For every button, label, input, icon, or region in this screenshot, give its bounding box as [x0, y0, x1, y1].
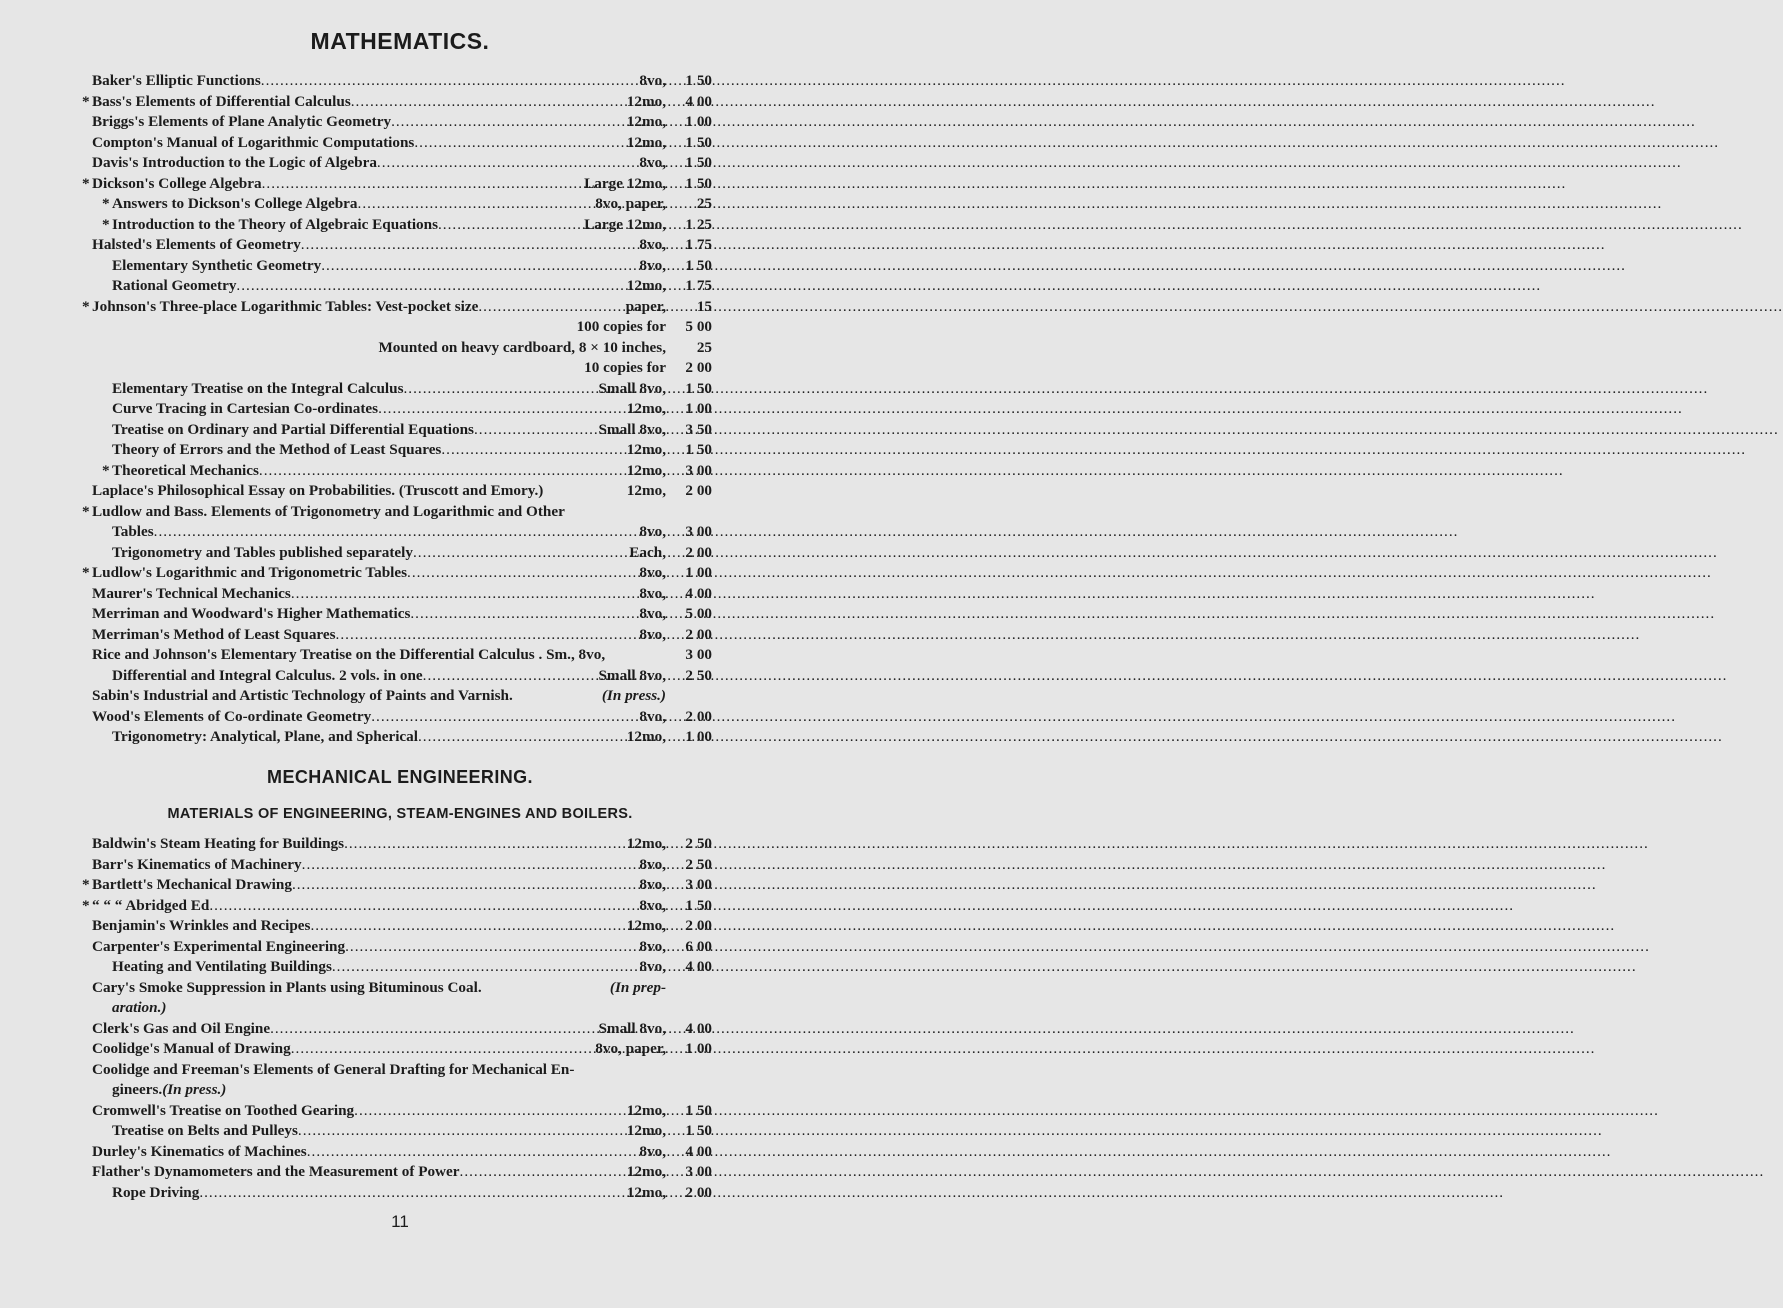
- leader-dots: [351, 93, 627, 111]
- entry-title-text: Coolidge's Manual of Drawing: [92, 1040, 291, 1057]
- entry-title-text: Coolidge and Freeman's Elements of General Drafting for Mechanical En-: [92, 1060, 575, 1078]
- asterisk-mark: *: [102, 195, 110, 212]
- entry-price: 1 00: [685, 1040, 712, 1057]
- entry-title: [112, 400, 378, 418]
- asterisk-mark: *: [82, 502, 90, 520]
- entry-title: [82, 92, 351, 111]
- entry-title-text: Treatise on Ordinary and Partial Differential Equations: [112, 420, 474, 438]
- entry-title: [92, 687, 513, 705]
- catalog-entry: [92, 195, 712, 216]
- entry-title-text: Trigonometry: Analytical, Plane, and Spherical: [112, 728, 418, 745]
- catalog-entry: [92, 1143, 712, 1164]
- entry-format: 12mo,: [626, 1101, 666, 1119]
- entry-title: [112, 544, 413, 562]
- entry-title-text: Clerk's Gas and Oil Engine: [92, 1019, 271, 1037]
- catalog-entry: [92, 626, 712, 647]
- entry-title-text: Elementary Synthetic Geometry: [112, 256, 322, 274]
- leader-dots: [371, 708, 639, 726]
- entry-title-text: Elementary Treatise on the Integral Calculus: [112, 379, 404, 397]
- entry-price: 2 50: [685, 855, 712, 873]
- entry-title-text: Theory of Errors and the Method of Least Squares: [112, 441, 442, 458]
- catalog-entry: [92, 544, 712, 565]
- entry-title: [82, 174, 262, 193]
- entry-format: 12mo,: [626, 400, 666, 417]
- entry-title: [112, 523, 154, 541]
- asterisk-mark: *: [82, 564, 90, 581]
- leader-dots: [438, 216, 584, 234]
- catalog-entry: [92, 667, 712, 688]
- entry-title-text: Rational Geometry: [112, 277, 237, 294]
- entry-title-text: Davis's Introduction to the Logic of Algebra: [92, 154, 377, 171]
- leader-dots: [441, 441, 626, 459]
- entry-price: 3 00: [685, 1163, 712, 1180]
- entry-title-text: Barr's Kinematics of Machinery: [92, 855, 302, 873]
- catalog-entry: [82, 876, 712, 897]
- page-number: 11: [391, 1212, 409, 1231]
- entry-title: [112, 728, 418, 746]
- entry-format: 8vo, paper,: [595, 195, 666, 212]
- leader-dots: [154, 523, 640, 541]
- entry-title: [92, 1061, 574, 1079]
- entry-title-text: Sabin's Industrial and Artistic Technology of Paints and Varnish.: [92, 687, 513, 704]
- leader-dots: [262, 175, 585, 193]
- entry-title-text: Cary's Smoke Suppression in Plants using Bituminous Coal.: [92, 978, 482, 996]
- entry-title: [92, 1040, 291, 1058]
- entry-price: 1 50: [685, 256, 712, 274]
- leader-dots: [336, 626, 640, 644]
- entry-format: 8vo,: [639, 584, 666, 602]
- entry-title-text: gineers.: [112, 1081, 163, 1098]
- catalog-entry: [92, 1061, 712, 1082]
- entry-format: Large 12mo,: [584, 215, 666, 233]
- leader-dots: [474, 421, 599, 439]
- leader-dots: [407, 564, 639, 582]
- leader-dots: [292, 876, 639, 894]
- entry-price: 1 00: [685, 113, 712, 130]
- entry-title: [112, 1081, 162, 1099]
- entry-title: [92, 1102, 354, 1120]
- catalog-entry: [92, 339, 712, 360]
- entry-title-text: Trigonometry and Tables published separately: [112, 543, 413, 561]
- entry-format: 12mo,: [626, 277, 666, 294]
- leader-dots: [460, 1163, 627, 1181]
- leader-dots: [298, 1122, 627, 1140]
- entry-format: 12mo,: [626, 1122, 666, 1139]
- entry-format: Large 12mo,: [584, 174, 666, 192]
- entry-title-text: Merriman's Method of Least Squares: [92, 625, 336, 643]
- entry-format: 12mo,: [626, 835, 666, 852]
- entry-title: [92, 72, 261, 90]
- entry-price: 1 50: [685, 133, 712, 151]
- entry-title: [92, 585, 291, 603]
- entry-format: 8vo,: [639, 937, 666, 955]
- entry-title: [112, 667, 423, 685]
- asterisk-mark: *: [82, 876, 90, 893]
- entry-title-text: Theoretical Mechanics: [112, 461, 259, 479]
- entry-title: [92, 856, 302, 874]
- entry-title-text: Heating and Ventilating Buildings: [112, 958, 332, 975]
- entry-title: [92, 605, 410, 623]
- catalog-entry: [92, 380, 712, 401]
- leader-dots: [344, 835, 627, 853]
- leader-dots: [270, 1020, 598, 1038]
- entry-price: 25: [696, 338, 712, 356]
- catalog-entry: [92, 958, 712, 979]
- entry-title: [92, 708, 371, 726]
- entry-title: [92, 938, 345, 956]
- entry-price: 3 00: [685, 461, 712, 479]
- entry-title: [102, 215, 438, 234]
- entry-format: 12mo,: [626, 482, 666, 499]
- catalog-entry: [92, 441, 712, 462]
- entry-title: [112, 277, 236, 295]
- entry-format: 12mo,: [626, 728, 666, 745]
- catalog-entry: [92, 359, 712, 380]
- catalog-entry: [92, 421, 712, 442]
- catalog-entry: [92, 646, 712, 667]
- mathematics-list: [82, 72, 712, 749]
- leader-dots: [199, 1184, 626, 1202]
- entry-format: 8vo,: [639, 523, 666, 540]
- entry-price: 4 00: [685, 1142, 712, 1160]
- catalog-entry: [82, 502, 712, 524]
- entry-title: [82, 297, 479, 316]
- entry-price: 2 00: [685, 1183, 712, 1201]
- entry-format: Small 8vo,: [598, 1019, 666, 1037]
- entry-price: 1 50: [685, 441, 712, 458]
- catalog-entry: [92, 134, 712, 155]
- entry-format: 8vo,: [639, 896, 666, 914]
- entry-price: 25: [696, 195, 712, 212]
- leader-dots: [307, 1143, 640, 1161]
- entry-format: Each,: [629, 543, 666, 561]
- catalog-entry: [92, 523, 712, 544]
- catalog-entry: [92, 1081, 712, 1102]
- catalog-entry: [82, 896, 712, 918]
- entry-title-text: Bartlett's Mechanical Drawing: [92, 876, 292, 893]
- entry-title: [92, 626, 336, 644]
- entry-format: 8vo,: [639, 625, 666, 643]
- entry-price: 1 00: [685, 400, 712, 417]
- leader-dots: [321, 257, 639, 275]
- catalog-entry: [92, 318, 712, 339]
- entry-price: 1 50: [685, 1122, 712, 1139]
- catalog-entry: [92, 1122, 712, 1143]
- asterisk-mark: *: [82, 174, 90, 192]
- catalog-entry: [92, 1163, 712, 1184]
- catalog-entry: [92, 1102, 712, 1123]
- catalog-entry: [92, 1184, 712, 1205]
- entry-price: 3 00: [685, 876, 712, 893]
- entry-title-text: Curve Tracing in Cartesian Co-ordinates: [112, 400, 379, 417]
- leader-dots: [423, 667, 599, 685]
- catalog-entry: [92, 154, 712, 175]
- entry-price: 4 00: [685, 1019, 712, 1037]
- entry-format: 12mo,: [626, 92, 666, 110]
- entry-format: 12mo,: [626, 1183, 666, 1201]
- entry-price: 3 00: [685, 523, 712, 540]
- catalog-entry: [92, 938, 712, 959]
- entry-title-text: Benjamin's Wrinkles and Recipes: [92, 917, 311, 934]
- entry-price: 15: [696, 297, 712, 315]
- entry-title: [92, 113, 391, 131]
- entry-price: 4 00: [685, 584, 712, 602]
- entry-title: [112, 257, 321, 275]
- catalog-entry: [92, 687, 712, 708]
- asterisk-mark: *: [82, 92, 90, 110]
- entry-title-text: Johnson's Three-place Logarithmic Tables: Vest-pocket size: [92, 297, 479, 315]
- entry-price: 1 75: [685, 236, 712, 253]
- entry-title-text: Differential and Integral Calculus. 2 vols. in one: [112, 666, 423, 684]
- entry-price: 2 00: [685, 359, 712, 376]
- entry-price: 2 00: [685, 482, 712, 499]
- entry-format: 8vo,: [639, 154, 666, 171]
- entry-title: [112, 1122, 298, 1140]
- leader-dots: [301, 236, 640, 254]
- entry-format: 8vo,: [639, 958, 666, 975]
- catalog-entry: [92, 585, 712, 606]
- catalog-entry: [92, 708, 712, 729]
- entry-title: [92, 1020, 270, 1038]
- entry-format: aration.): [112, 999, 167, 1016]
- entry-format: Small 8vo,: [598, 420, 666, 438]
- entry-title-text: Compton's Manual of Logarithmic Computations: [92, 133, 415, 151]
- section-title-mathematics: MATHEMATICS.: [310, 28, 490, 54]
- entry-title: [112, 380, 404, 398]
- entry-price: 5 00: [685, 318, 712, 335]
- leader-dots: [291, 585, 640, 603]
- entry-title-text: Treatise on Belts and Pulleys: [112, 1122, 298, 1139]
- entry-title: [112, 441, 441, 459]
- leader-dots: [478, 298, 625, 316]
- catalog-entry: [92, 835, 712, 856]
- entry-format: 12mo,: [626, 133, 666, 151]
- leader-dots: [414, 134, 626, 152]
- entry-format: 12mo,: [626, 1163, 666, 1180]
- entry-title-text: Ludlow's Logarithmic and Trigonometric Tables: [92, 564, 408, 581]
- entry-price: 2 50: [685, 835, 712, 852]
- entry-price: 1 00: [685, 564, 712, 581]
- entry-price: 3 50: [685, 420, 712, 438]
- leader-dots: [332, 958, 640, 976]
- entry-price: 4 00: [685, 958, 712, 975]
- entry-title-text: Ludlow and Bass. Elements of Trigonometry and Logarithmic and Other: [92, 502, 565, 520]
- entry-title-text: Carpenter's Experimental Engineering: [92, 937, 346, 955]
- catalog-entry: [92, 605, 712, 626]
- catalog-page: [0, 0, 800, 1308]
- catalog-entry: [92, 216, 712, 237]
- catalog-entry: [92, 1020, 712, 1041]
- entry-title: [112, 1184, 199, 1202]
- entry-price: 1 75: [685, 277, 712, 294]
- catalog-entry: [82, 297, 712, 319]
- entry-title: [102, 461, 259, 480]
- leader-dots: [358, 195, 596, 213]
- entry-title: [112, 958, 332, 976]
- leader-dots: [404, 380, 599, 398]
- entry-title: [102, 195, 358, 213]
- entry-title-text: Introduction to the Theory of Algebraic Equations: [112, 215, 438, 233]
- leader-dots: [378, 400, 627, 418]
- entry-price: 1 50: [685, 72, 712, 89]
- entry-title-text: Durley's Kinematics of Machines: [92, 1142, 307, 1160]
- entry-format: 8vo,: [639, 876, 666, 893]
- catalog-entry: [82, 92, 712, 114]
- leader-dots: [209, 897, 639, 915]
- entry-price: 2 00: [685, 543, 712, 561]
- catalog-entry: [92, 999, 712, 1020]
- entry-title: [82, 876, 292, 894]
- asterisk-mark: *: [82, 297, 90, 315]
- entry-price: 1 50: [685, 896, 712, 914]
- leader-dots: [345, 938, 639, 956]
- entry-price: 2 00: [685, 625, 712, 643]
- asterisk-mark: *: [82, 896, 90, 914]
- entry-title: [92, 154, 377, 172]
- entry-title-text: Baker's Elliptic Functions: [92, 72, 261, 89]
- entry-title: [92, 979, 482, 997]
- leader-dots: [377, 154, 640, 172]
- entry-title: [92, 1143, 307, 1161]
- leader-dots: [259, 462, 627, 480]
- entry-price: 6 00: [685, 937, 712, 955]
- entry-title: [92, 917, 310, 935]
- entry-format: 12mo,: [626, 113, 666, 130]
- entry-price: 2 00: [685, 917, 712, 934]
- entry-title-text: Dickson's College Algebra: [92, 174, 262, 192]
- leader-dots: [413, 544, 629, 562]
- entry-format: Small 8vo,: [598, 666, 666, 684]
- entry-format: 10 copies for: [584, 359, 666, 376]
- section-subtitle-materials: MATERIALS OF ENGINEERING, STEAM-ENGINES AND BOILERS.: [167, 806, 633, 822]
- asterisk-mark: *: [102, 461, 110, 479]
- entry-title-text: Laplace's Philosophical Essay on Probabilities. (Truscott and Emory.): [92, 482, 544, 499]
- entry-format: 12mo,: [626, 441, 666, 458]
- entry-title: [92, 134, 414, 152]
- entry-format: 8vo,: [639, 236, 666, 253]
- catalog-entry: [92, 277, 712, 298]
- mechanical-engineering-list: [82, 835, 712, 1204]
- entry-title-text: Rope Driving: [112, 1183, 200, 1201]
- entry-price: 3 00: [685, 646, 712, 663]
- entry-format: paper,: [625, 297, 666, 315]
- catalog-entry: [92, 856, 712, 877]
- catalog-entry: [92, 979, 712, 1000]
- leader-dots: [310, 917, 626, 935]
- entry-title-text: Briggs's Elements of Plane Analytic Geometry: [92, 113, 392, 130]
- entry-title: [82, 502, 565, 521]
- catalog-entry: [92, 728, 712, 749]
- entry-format: 12mo,: [626, 461, 666, 479]
- section-title-mechanical-engineering: MECHANICAL ENGINEERING.: [267, 767, 533, 787]
- entry-title: [92, 835, 344, 853]
- leader-dots: [354, 1102, 627, 1120]
- entry-title-text: Tables: [112, 523, 154, 540]
- catalog-entry: [92, 917, 712, 938]
- catalog-entry: [92, 400, 712, 421]
- catalog-entry: [92, 113, 712, 134]
- entry-format: 8vo,: [639, 707, 666, 725]
- entry-price: 1 00: [685, 728, 712, 745]
- catalog-entry: [92, 1040, 712, 1061]
- entry-format: 8vo,: [639, 72, 666, 89]
- leader-dots: [418, 728, 627, 746]
- entry-format: 100 copies for: [576, 318, 666, 335]
- entry-price: 5 00: [685, 605, 712, 622]
- entry-price: 2 50: [685, 666, 712, 684]
- catalog-entry: [92, 236, 712, 257]
- entry-format: 8vo,: [639, 256, 666, 274]
- entry-title: [92, 482, 543, 500]
- entry-price: 1 50: [685, 174, 712, 192]
- entry-title: [112, 421, 474, 439]
- entry-price: 1 50: [685, 154, 712, 171]
- catalog-entry: [82, 174, 712, 196]
- entry-format: Mounted on heavy cardboard, 8 × 10 inches,: [378, 338, 666, 356]
- entry-format: (In press.): [601, 687, 666, 704]
- entry-price: 1 50: [685, 379, 712, 397]
- entry-price: 1 50: [685, 1101, 712, 1119]
- entry-title-text: Bass's Elements of Differential Calculus: [92, 92, 351, 110]
- entry-format: 8vo,: [639, 564, 666, 581]
- entry-title-text: Flather's Dynamometers and the Measurement of Power: [92, 1163, 460, 1180]
- entry-title: [92, 646, 605, 664]
- leader-dots: [291, 1040, 596, 1058]
- entry-price: 1 25: [685, 215, 712, 233]
- leader-dots: [236, 277, 626, 295]
- entry-title-text: Wood's Elements of Co-ordinate Geometry: [92, 707, 372, 725]
- entry-title-text: Rice and Johnson's Elementary Treatise on the Differential Calculus . Sm., 8vo,: [92, 646, 606, 663]
- leader-dots: [261, 72, 640, 90]
- leader-dots: [302, 856, 640, 874]
- entry-title: [92, 1163, 460, 1181]
- entry-title-text: Answers to Dickson's College Algebra: [112, 195, 358, 212]
- entry-title-text: Cromwell's Treatise on Toothed Gearing: [92, 1101, 355, 1119]
- entry-title-text: Baldwin's Steam Heating for Buildings: [92, 835, 345, 852]
- entry-format: (In press.): [162, 1081, 227, 1098]
- entry-format: 8vo,: [639, 605, 666, 622]
- entry-title-text: Merriman and Woodward's Higher Mathematics: [92, 605, 411, 622]
- entry-price: 2 00: [685, 707, 712, 725]
- entry-title-text: “ “ “ Abridged Ed: [92, 896, 210, 914]
- leader-dots: [391, 113, 627, 131]
- entry-format: 12mo,: [626, 917, 666, 934]
- entry-price: 4 00: [685, 92, 712, 110]
- entry-format: 8vo, paper,: [595, 1040, 666, 1057]
- entry-format: 8vo,: [639, 855, 666, 873]
- entry-title: [82, 896, 210, 915]
- catalog-entry: [92, 462, 712, 483]
- entry-format: 8vo,: [639, 1142, 666, 1160]
- catalog-entry: [92, 257, 712, 278]
- entry-format: (In prep-: [609, 978, 666, 996]
- leader-dots: [410, 605, 639, 623]
- entry-title-text: Maurer's Technical Mechanics: [92, 584, 291, 602]
- catalog-entry: [92, 72, 712, 93]
- catalog-entry: [82, 564, 712, 585]
- entry-title: [92, 236, 301, 254]
- entry-title-text: Halsted's Elements of Geometry: [92, 236, 301, 253]
- catalog-entry: [92, 482, 712, 503]
- asterisk-mark: *: [102, 215, 110, 233]
- entry-format: Small 8vo,: [598, 379, 666, 397]
- entry-title: [82, 564, 408, 582]
